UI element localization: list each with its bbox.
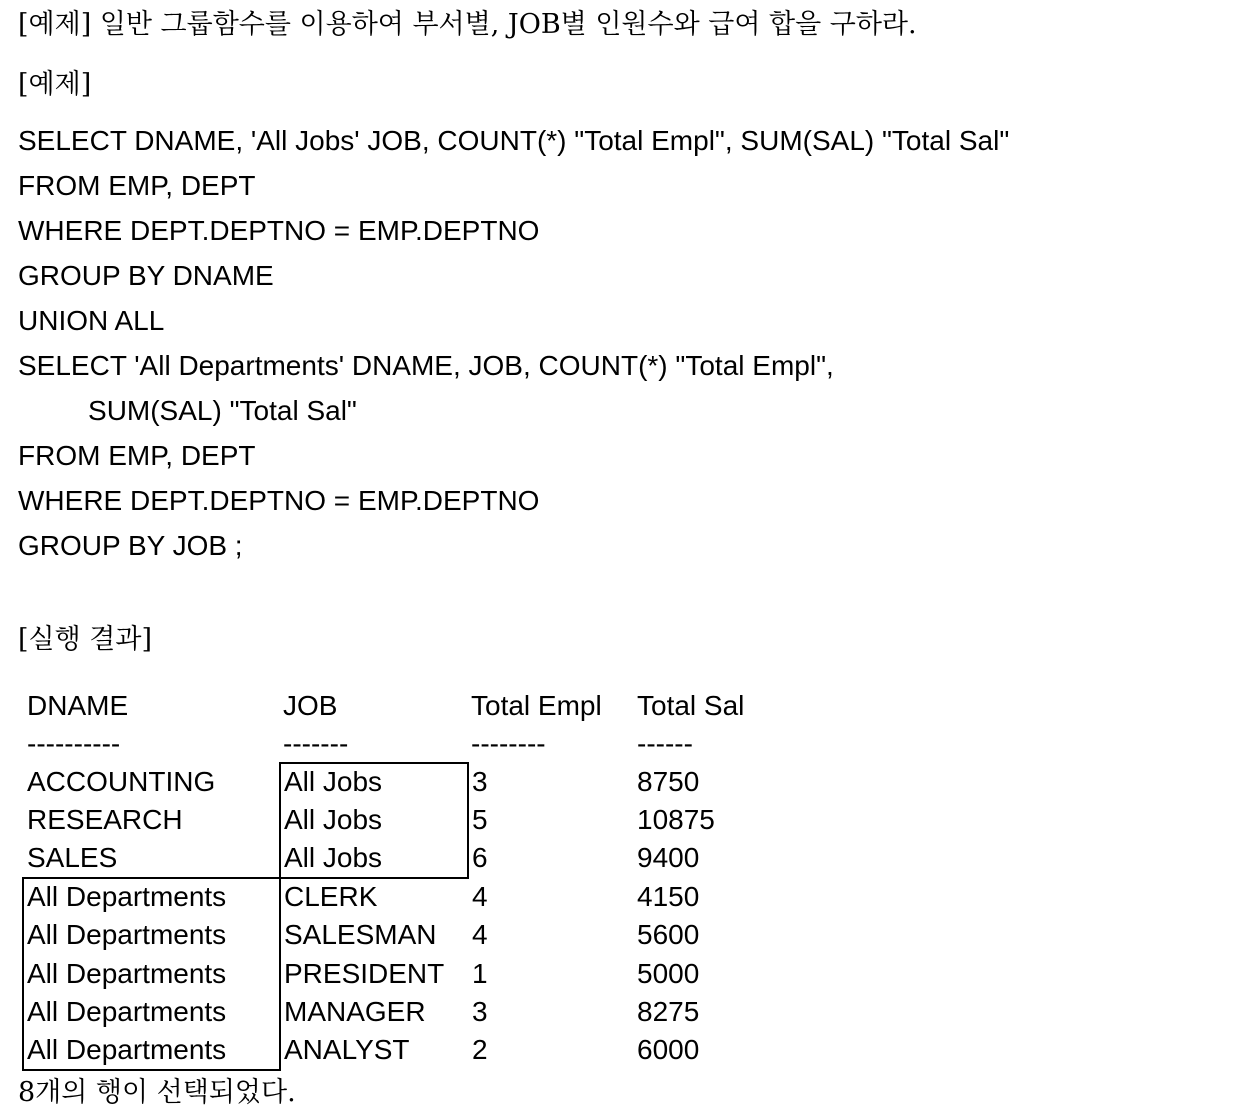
sql-line: FROM EMP, DEPT <box>18 170 256 201</box>
cell-job: All Jobs <box>284 804 383 835</box>
sql-line: FROM EMP, DEPT <box>18 440 256 471</box>
cell-total-empl: 3 <box>472 766 488 797</box>
page-heading: [예제] 일반 그룹함수를 이용하여 부서별, JOB별 인원수와 급여 합을 구하라. <box>18 9 917 40</box>
cell-job: MANAGER <box>284 996 426 1027</box>
cell-dname: RESEARCH <box>27 804 183 835</box>
column-separator: -------- <box>471 728 546 759</box>
result-table <box>0 686 900 1086</box>
column-header: JOB <box>283 690 338 721</box>
cell-total-sal: 10875 <box>637 804 715 835</box>
example-label: [예제] <box>18 69 92 100</box>
cell-total-empl: 4 <box>472 919 488 950</box>
cell-total-sal: 8750 <box>637 766 700 797</box>
cell-dname: All Departments <box>27 1034 227 1065</box>
sql-line: UNION ALL <box>18 305 165 336</box>
sql-line: SELECT 'All Departments' DNAME, JOB, COUNT(*) "Total Empl", <box>18 350 834 381</box>
sql-line: SELECT DNAME, 'All Jobs' JOB, COUNT(*) "Total Empl", SUM(SAL) "Total Sal" <box>18 125 1010 156</box>
result-label: [실행 결과] <box>18 624 152 655</box>
cell-job: ANALYST <box>284 1034 410 1065</box>
column-separator: ------ <box>637 728 693 759</box>
rows-selected-footer: 8개의 행이 선택되었다. <box>18 1077 296 1108</box>
column-separator: ------- <box>283 728 349 759</box>
cell-dname: All Departments <box>27 919 227 950</box>
sql-line: GROUP BY DNAME <box>18 260 274 291</box>
all-jobs-highlight-box <box>279 762 469 879</box>
cell-total-sal: 5000 <box>637 958 700 989</box>
cell-total-sal: 6000 <box>637 1034 700 1065</box>
cell-dname: All Departments <box>27 881 227 912</box>
all-departments-highlight-box <box>22 877 281 1071</box>
cell-total-sal: 4150 <box>637 881 700 912</box>
cell-job: PRESIDENT <box>284 958 445 989</box>
cell-job: All Jobs <box>284 842 383 873</box>
cell-job: All Jobs <box>284 766 383 797</box>
cell-dname: All Departments <box>27 958 227 989</box>
cell-total-empl: 5 <box>472 804 488 835</box>
column-separator: ---------- <box>27 728 121 759</box>
column-header: Total Empl <box>471 690 602 721</box>
cell-total-empl: 1 <box>472 958 488 989</box>
cell-dname: ACCOUNTING <box>27 766 216 797</box>
sql-line: WHERE DEPT.DEPTNO = EMP.DEPTNO <box>18 215 540 246</box>
cell-total-empl: 2 <box>472 1034 488 1065</box>
cell-dname: All Departments <box>27 996 227 1027</box>
cell-job: CLERK <box>284 881 378 912</box>
cell-total-sal: 8275 <box>637 996 700 1027</box>
cell-total-empl: 6 <box>472 842 488 873</box>
column-header: DNAME <box>27 690 129 721</box>
cell-total-empl: 4 <box>472 881 488 912</box>
cell-job: SALESMAN <box>284 919 437 950</box>
sql-line: GROUP BY JOB ; <box>18 530 243 561</box>
cell-total-sal: 9400 <box>637 842 700 873</box>
column-header: Total Sal <box>637 690 745 721</box>
sql-line: WHERE DEPT.DEPTNO = EMP.DEPTNO <box>18 485 540 516</box>
cell-total-sal: 5600 <box>637 919 700 950</box>
cell-dname: SALES <box>27 842 118 873</box>
cell-total-empl: 3 <box>472 996 488 1027</box>
sql-line: SUM(SAL) "Total Sal" <box>18 395 357 426</box>
